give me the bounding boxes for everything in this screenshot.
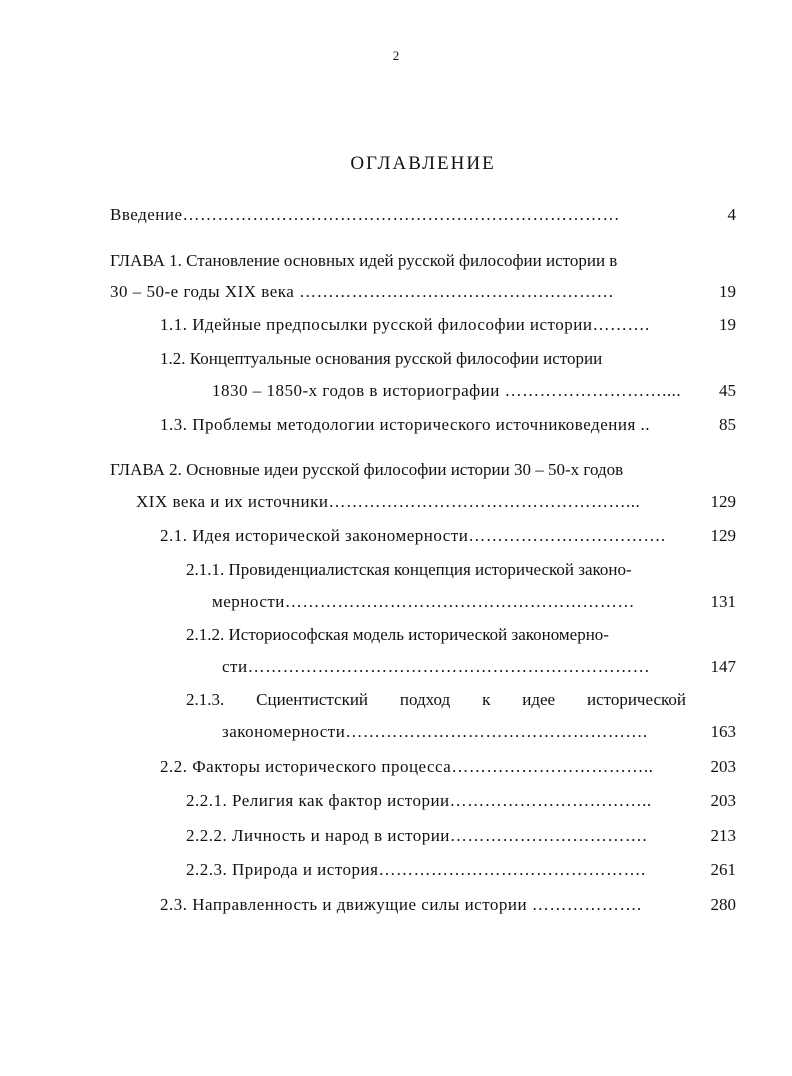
toc-entry-2-1-3-line2: закономерности……………………………………………. [222, 722, 648, 741]
toc-entry-2-1-1-line1: 2.1.1. Провиденциалистская концепция исторической законо- [186, 560, 632, 579]
toc-page-2-1-3: 163 [710, 722, 736, 741]
toc-page-2-2-2: 213 [710, 826, 736, 845]
toc-entry-2-2: 2.2. Факторы исторического процесса…………………………….. [160, 757, 654, 776]
toc-title: ОГЛАВЛЕНИЕ [350, 153, 496, 174]
toc-chapter-1-line1: ГЛАВА 1. Становление основных идей русской философии истории в [110, 251, 618, 270]
toc-word: подход [399, 690, 451, 709]
toc-entry-2-2-1: 2.2.1. Религия как фактор истории…………………………….. [186, 791, 652, 810]
toc-entry-2-2-3: 2.2.3. Природа и история………………………………………. [186, 860, 646, 879]
toc-entry-2-1: 2.1. Идея исторической закономерности……………………………. [160, 526, 666, 545]
toc-word: к [482, 690, 491, 709]
toc-page-chapter-2: 129 [710, 492, 736, 511]
toc-entry-2-1-1-line2: мерности…………………………………………………… [212, 592, 635, 611]
toc-chapter-1-line2: 30 – 50-е годы XIX века ……………………………………………… [110, 282, 615, 301]
toc-chapter-2-line1: ГЛАВА 2. Основные идеи русской философии истории 30 – 50-х годов [110, 460, 624, 479]
toc-entry-2-1-2-line1: 2.1.2. Историософская модель исторической закономерно- [186, 625, 609, 644]
toc-page-2-1-1: 131 [710, 592, 736, 611]
toc-page-intro: 4 [727, 205, 736, 224]
toc-entry-1-1: 1.1. Идейные предпосылки русской философии истории………. [160, 315, 650, 334]
toc-page-1-2: 45 [719, 381, 736, 400]
toc-entry-2-1-3-line1 [186, 689, 686, 711]
toc-word: 2.1.3. [186, 690, 225, 709]
toc-entry-1-2-line1: 1.2. Концептуальные основания русской философии истории [160, 349, 603, 368]
toc-page-2-2: 203 [710, 757, 736, 776]
page-number: 2 [392, 48, 400, 63]
toc-chapter-2-line2: XIX века и их источники……………………………………………... [136, 492, 641, 511]
toc-word: исторической [586, 690, 686, 709]
toc-page-1-1: 19 [719, 315, 736, 334]
toc-word: идее [522, 690, 556, 709]
toc-entry-2-1-2-line2: сти…………………………………………………………… [222, 657, 651, 676]
toc-page-2-3: 280 [710, 895, 736, 914]
toc-page-2-2-3: 261 [710, 860, 736, 879]
toc-page-2-1: 129 [710, 526, 736, 545]
toc-entry-2-2-2: 2.2.2. Личность и народ в истории……………………………. [186, 826, 648, 845]
toc-page-2-1-2: 147 [710, 657, 736, 676]
toc-page-chapter-1: 19 [719, 282, 736, 301]
toc-page-2-2-1: 203 [710, 791, 736, 810]
toc-word: Сциентистский [256, 690, 369, 709]
toc-page-1-3: 85 [719, 415, 736, 434]
toc-entry-1-3: 1.3. Проблемы методологии исторического источниковедения .. [160, 415, 651, 434]
toc-entry-1-2-line2: 1830 – 1850-х годов в историографии ……………………….... [212, 381, 682, 400]
toc-entry-intro: Введение………………………………………………………………… [110, 205, 621, 224]
toc-entry-2-3: 2.3. Направленность и движущие силы истории ………………. [160, 895, 642, 914]
